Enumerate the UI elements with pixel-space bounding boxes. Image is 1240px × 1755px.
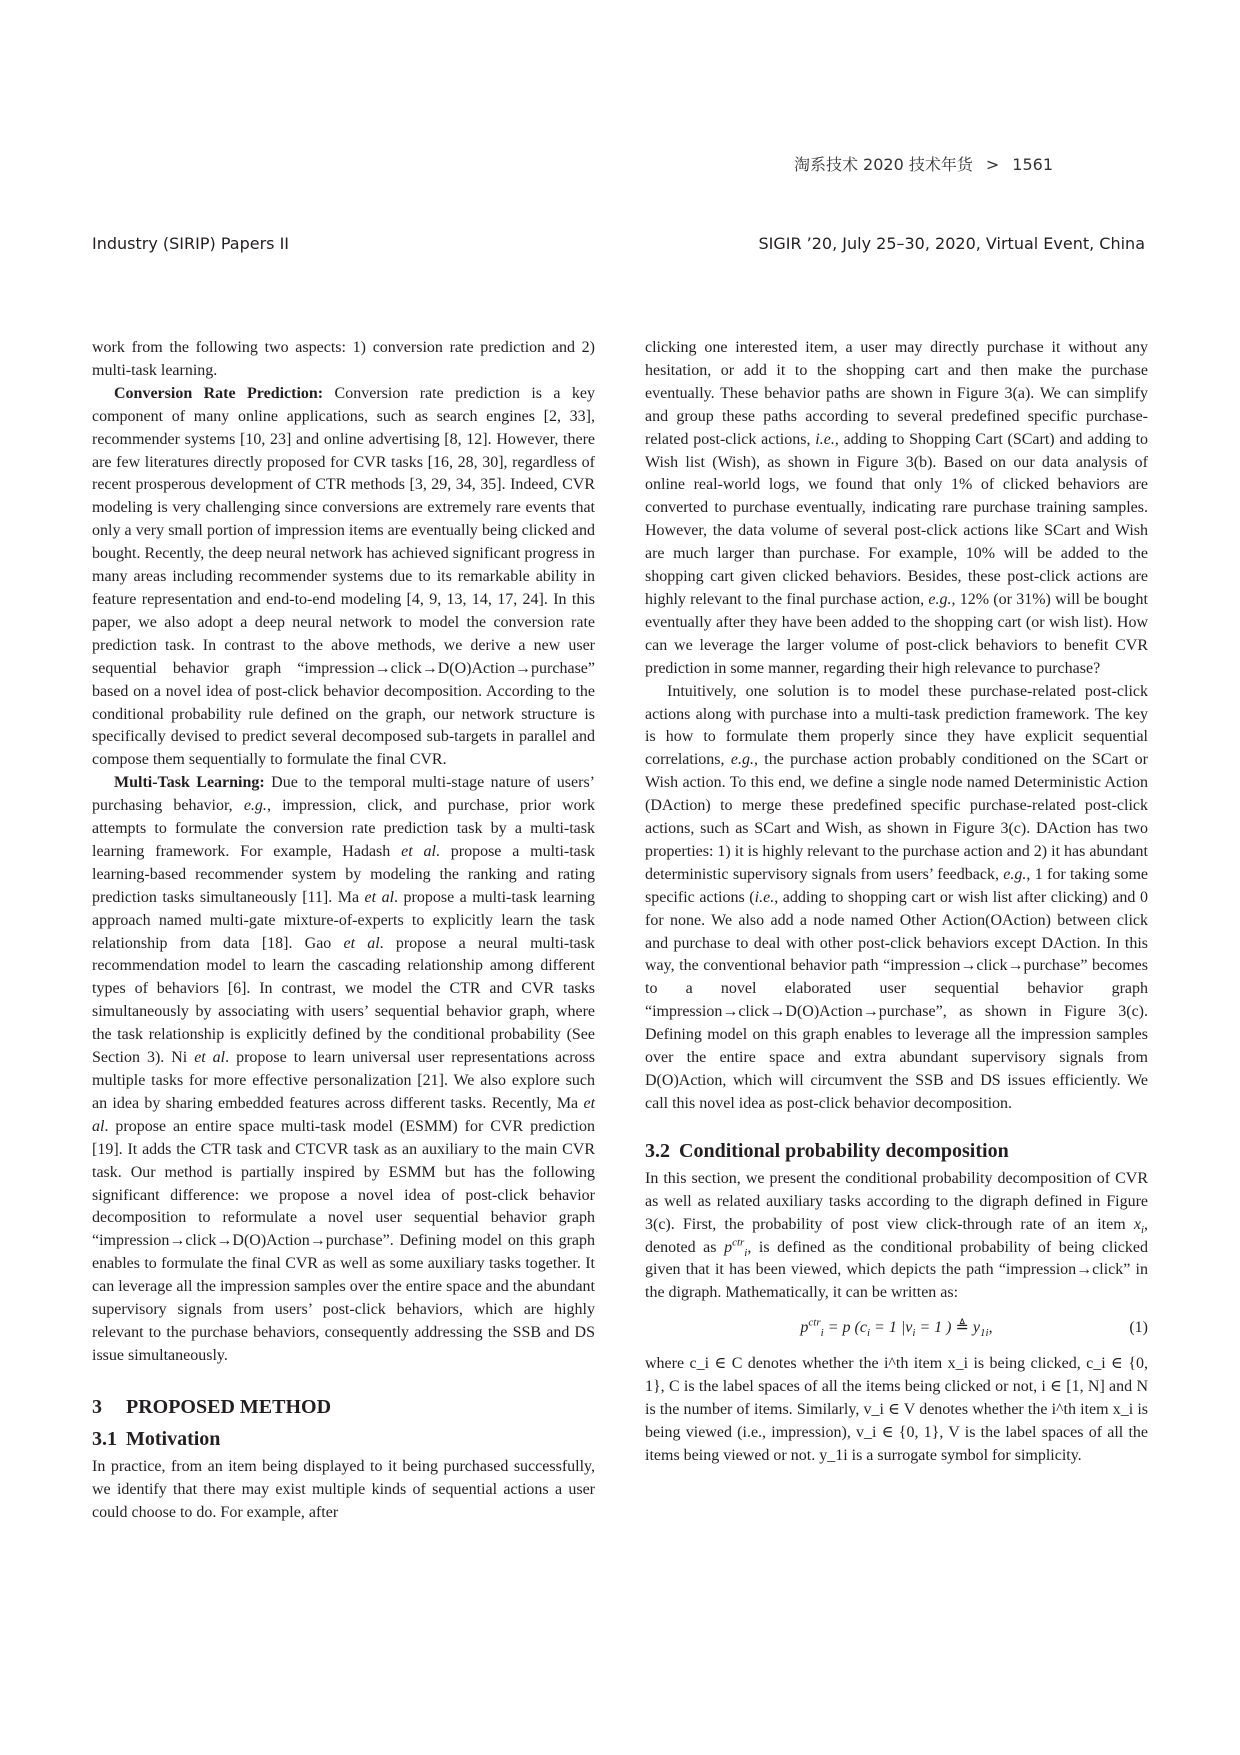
section-title: Conditional probability decomposition — [679, 1139, 1009, 1162]
cvr-heading: Conversion Rate Prediction: — [114, 384, 324, 402]
notation-paragraph: where c_i ∈ C denotes whether the i^th item x_i is being clicked, c_i ∈ {0, 1}, C is the label spaces of all the items being clicked or not, i ∈ [1, N] and N is the number of items. Similarly, v_i ∈ V denotes whether the i^th item x_i is being viewed (i.e., impression), v_i ∈ {0, 1}, V is the label spaces of all the items being viewed or not. y_1i is a surrogate symbol for simplicity. — [645, 1355, 1148, 1464]
page-number: 1561 — [1012, 155, 1053, 174]
mtl-etal: et al — [364, 888, 395, 906]
mtl-paragraph — [92, 772, 595, 1368]
cvr-paragraph — [92, 383, 595, 772]
eq-defined-as: ≜ — [955, 1319, 969, 1337]
section-title: Motivation — [126, 1427, 221, 1450]
eq-tail: , — [988, 1319, 993, 1337]
section-title: PROPOSED METHOD — [126, 1395, 332, 1418]
section-number: 3 — [92, 1395, 102, 1418]
section-number: 3.2 — [645, 1139, 670, 1162]
left-column — [92, 337, 595, 1525]
motivation-paragraph: In practice, from an item being displayed to it being purchased successfully, we identify that there may exist multiple kinds of sequential actions a user could choose to do. For example, after — [92, 1457, 595, 1521]
math-sub: i — [744, 1246, 748, 1259]
mtl-etal: et al — [92, 1094, 596, 1135]
mtl-text: . propose a neural multi-task recommendation model to learn the cascading relationship among different types of behaviors [6]. In contrast, we model the CTR and CVR tasks simultaneously by associating with users’ sequential behavior graph, where the task relationship is explicitly defined by the conditional probability (See Section 3). Ni — [92, 934, 595, 1067]
book-title: 淘系技术 2020 技术年货 — [793, 155, 973, 174]
math-sup: ctr — [732, 1236, 745, 1249]
body-text: , denoted as — [645, 1215, 1149, 1256]
section-heading-3-2 — [645, 1136, 1148, 1166]
intro-paragraph: work from the following two aspects: 1) conversion rate prediction and 2) multi-task learning. — [92, 339, 595, 379]
body-text: , 12% (or 31%) will be bought eventually after they have been added to the shopping cart (or wish list). How can we leverage the larger volume of post-click behaviors to benefit CVR prediction in some manner, regarding their high relevance to purchase? — [645, 590, 1149, 677]
mtl-etal: et al — [343, 934, 380, 952]
cvr-body: Conversion rate prediction is a key component of many online applications, such as search engines [2, 33], recommender systems [10, 23] and online advertising [8, 12]. However, there are few literatures directly proposed for CVR tasks [16, 28, 30], regardless of recent prosperous development of CTR methods [3, 29, 34, 35]. Indeed, CVR modeling is very challenging since conversions are extremely rare events that only a very small portion of impression items are eventually being clicked and bought. Recently, the deep neural network has achieved significant progress in many areas including recommender systems due to its remarkable ability in feature representation and end-to-end modeling [4, 9, 13, 14, 17, 24]. In this paper, we also adopt a deep neural network to model the conversion rate prediction task. In contrast to the above methods, we derive a new user sequential behavior graph “impression→click→D(O)Action→purchase” based on a novel idea of post-click behavior decomposition. According to the conditional probability rule defined on the graph, our network structure is specifically devised to predict several decomposed sub-targets in parallel and compose them sequentially to formulate the final CVR. — [92, 384, 596, 769]
body-text: clicking one interested item, a user may directly purchase it without any hesitation, or add it to the shopping cart and then make the purchase eventually. These behavior paths are shown in Figure 3(a). We can simplify and group these paths according to several predefined specific purchase-related post-click actions, — [645, 339, 1148, 448]
running-header-right: SIGIR ’20, July 25–30, 2020, Virtual Event, China — [758, 234, 1145, 253]
body-text: , 1 for taking some specific actions ( — [645, 865, 1148, 906]
section-heading-3-1 — [92, 1424, 595, 1454]
eq-sub: i — [866, 1327, 871, 1340]
eq-rhs: y — [968, 1319, 981, 1337]
decomposition-paragraph — [645, 1168, 1148, 1305]
math-x: x — [1133, 1215, 1141, 1233]
mtl-text: , impression, click, and purchase, prior work attempts to formulate the conversion rate prediction task by a multi-task learning framework. For example, Hadash — [92, 797, 596, 860]
eg-text: e.g. — [730, 751, 754, 769]
daction-paragraph — [645, 681, 1148, 1116]
mtl-text: . propose an entire space multi-task model (ESMM) for CVR prediction [19]. It adds the CTR task and CTCVR task as an auxiliary to the main CVR task. Our method is partially inspired by ESMM but has the following significant difference: we propose a novel idea of post-click behavior decomposition to reformulate a novel user sequential behavior graph “impression→click→D(O)Action→purchase”. Defining model on this graph enables to formulate the final CVR as well as some auxiliary tasks together. It can leverage all the impression samples over the entire space and the abundant supervisory signals from users’ post-click behaviors, which are highly relevant to the purchase behaviors, consequently addressing the SSB and DS issue simultaneously. — [92, 1117, 595, 1364]
eq-sub: 1i — [980, 1327, 989, 1340]
eg-text: e.g. — [1003, 865, 1027, 883]
equation-1 — [645, 1315, 1148, 1341]
eq-sub: i — [912, 1327, 916, 1340]
book-header — [794, 152, 1053, 175]
eq-body: = 1 ) — [915, 1319, 956, 1337]
mtl-heading: Multi-Task Learning: — [114, 774, 265, 792]
ie-text: i.e. — [754, 888, 775, 906]
mtl-text: . propose to learn universal user representations across multiple tasks for more effective personalization [21]. We also explore such an idea by sharing embedded features across different tasks. Recently, Ma — [92, 1049, 596, 1112]
mtl-text: . propose a multi-task learning approach named multi-gate mixture-of-experts to explicitly learn the task relationship from data [18]. Gao — [92, 888, 596, 952]
eq-sub: i — [820, 1327, 824, 1340]
mtl-eg: e.g. — [243, 797, 267, 815]
mtl-etal: et al — [194, 1049, 226, 1067]
body-text: , adding to shopping cart or wish list after clicking) and 0 for none. We also add a node named Other Action(OAction) between click and purchase to deal with other post-click behaviors except DAction. In this way, the conventional behavior path “impression→click→purchase” becomes to a novel elaborated user sequential behavior graph “impression→click→D(O)Action→purchase”, as shown in Figure 3(c). Defining model on this graph enables to leverage all the impression samples over the entire space and extra abundant supervisory signals from D(O)Action, which will circumvent the SSB and DS issues efficiently. We call this novel idea as post-click behavior decomposition. — [645, 888, 1149, 1112]
eq-sup: ctr — [808, 1316, 821, 1329]
body-text: , the purchase action probably conditioned on the SCart or Wish action. To this end, we define a single node named Deterministic Action (DAction) to merge these predefined specific purchase-related post-click actions, such as SCart and Wish, as shown in Figure 3(c). DAction has two properties: 1) it is highly relevant to the purchase action and 2) it has abundant deterministic supervisory signals from users’ feedback, — [645, 751, 1148, 883]
eq-lhs: p — [800, 1319, 809, 1337]
math-sub: i — [1140, 1223, 1145, 1236]
mtl-text: Due to the temporal multi-stage nature of users’ purchasing behavior, — [92, 774, 595, 815]
body-text: Intuitively, one solution is to model these purchase-related post-click actions along with purchase into a multi-task prediction framework. The key is how to formulate them properly since they have explicit sequential correlations, — [645, 682, 1148, 769]
mtl-etal: et al — [401, 842, 436, 860]
right-column — [645, 337, 1148, 1468]
math-p: p — [724, 1238, 733, 1256]
equation-number: (1) — [1129, 1319, 1148, 1337]
ie-text: i.e. — [815, 430, 835, 448]
running-header-left: Industry (SIRIP) Papers II — [92, 234, 289, 253]
header-separator: > — [985, 155, 1000, 174]
section-number: 3.1 — [92, 1427, 117, 1450]
motivation-continued-paragraph — [645, 337, 1148, 681]
mtl-text: . propose a multi-task learning-based recommender system by modeling the ranking and rating prediction tasks simultaneously [11]. Ma — [92, 842, 596, 906]
eq-body: = p (c — [823, 1319, 867, 1337]
section-heading-3 — [92, 1392, 595, 1422]
eq-body: = 1 |v — [870, 1319, 913, 1337]
body-text: , is defined as the conditional probability of being clicked given that it has been viewed, which depicts the path “impression→click” in the digraph. Mathematically, it can be written as: — [645, 1238, 1148, 1302]
body-text: In this section, we present the conditional probability decomposition of CVR as well as related auxiliary tasks according to the digraph defined in Figure 3(c). First, the probability of post view click-through rate of an item — [645, 1169, 1148, 1233]
body-text: , adding to Shopping Cart (SCart) and adding to Wish list (Wish), as shown in Figure 3(b). Based on our data analysis of online real-world logs, we found that only 1% of clicked behaviors are converted to purchase eventually, indicating rare purchase training samples. However, the data volume of several post-click actions like SCart and Wish are much larger than purchase. For example, 10% will be added to the shopping cart given clicked behaviors. Besides, these post-click actions are highly relevant to the final purchase action, — [645, 430, 1149, 608]
eg-text: e.g. — [928, 590, 952, 608]
